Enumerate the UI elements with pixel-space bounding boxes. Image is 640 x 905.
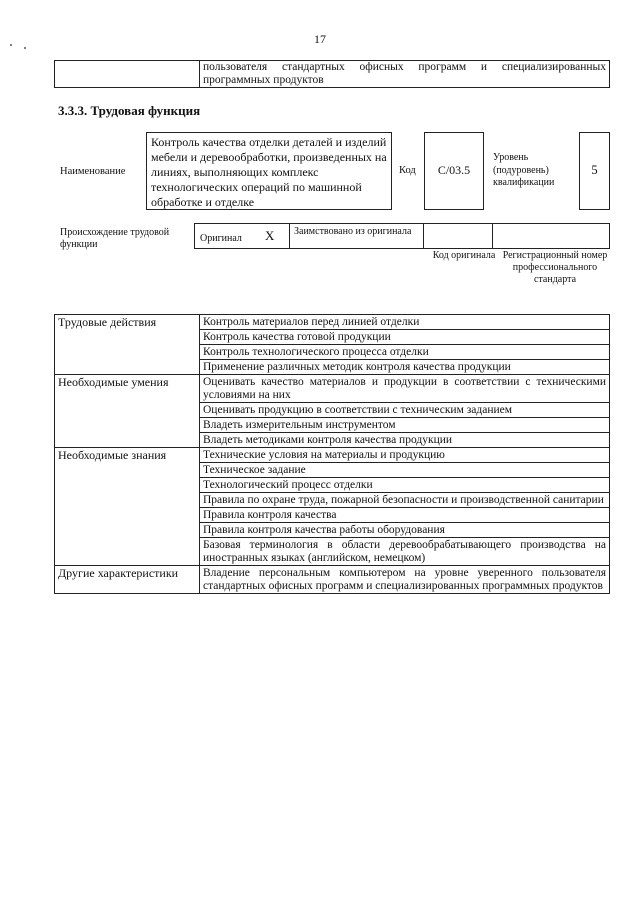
origin-label: Происхождение трудовой функции: [60, 227, 170, 250]
level-label: Уровень (подуровень) квалификации: [493, 152, 555, 188]
original-code-cell: [424, 224, 493, 249]
labor-action-item: Контроль технологического процесса отделки: [200, 345, 610, 360]
skill-item: Оценивать продукцию в соответствии с техническим заданием: [200, 403, 610, 418]
function-code-box: С/03.5: [424, 132, 484, 210]
skills-label: Необходимые умения: [55, 375, 200, 448]
original-mark: X: [265, 228, 275, 243]
function-details-table: [54, 314, 610, 594]
table-row: [55, 566, 610, 594]
registration-number-cell: [493, 224, 610, 249]
name-label: Наименование: [60, 166, 126, 177]
knowledge-item: Правила по охране труда, пожарной безопасности и производственной санитарии: [200, 493, 610, 508]
registration-number-caption: Регистрационный номер профессионального стандарта: [502, 250, 608, 285]
origin-table: [194, 223, 610, 249]
qualification-level-box: 5: [579, 132, 610, 210]
skill-item: Владеть методиками контроля качества продукции: [200, 433, 610, 448]
labor-action-item: Контроль материалов перед линией отделки: [200, 315, 610, 330]
function-name-box: Контроль качества отделки деталей и изделий мебели и деревообработки, произведенных на линиях, выполняющих комплекс технологических операций по машинной обработке и отделке: [146, 132, 392, 210]
knowledge-item: Технические условия на материалы и продукцию: [200, 448, 610, 463]
code-original-caption: Код оригинала: [432, 250, 496, 261]
knowledge-item: Правила контроля качества: [200, 508, 610, 523]
table-row: [55, 375, 610, 403]
knowledge-item: Правила контроля качества работы оборудования: [200, 523, 610, 538]
scan-speck: [10, 44, 12, 46]
other-characteristics-label: Другие характеристики: [55, 566, 200, 594]
knowledge-item: Технологический процесс отделки: [200, 478, 610, 493]
skill-item: Оценивать качество материалов и продукции в соответствии с техническими условиями на них: [200, 375, 610, 403]
skill-item: Владеть измерительным инструментом: [200, 418, 610, 433]
code-label: Код: [399, 165, 416, 176]
table-row: [55, 448, 610, 463]
continued-table: [54, 60, 610, 88]
knowledge-item: Базовая терминология в области деревообрабатывающего производства на иностранных языках (английском, немецком): [200, 538, 610, 566]
borrowed-cell: Заимствовано из оригинала: [290, 224, 424, 249]
table-row: [55, 315, 610, 330]
original-label: Оригинал: [200, 233, 242, 244]
section-title: 3.3.3. Трудовая функция: [58, 103, 201, 118]
scan-speck: [24, 47, 26, 49]
other-characteristic-item: Владение персональным компьютером на уровне уверенного пользователя стандартных офисных программ и специализированных программных продуктов: [200, 566, 610, 594]
labor-action-item: Контроль качества готовой продукции: [200, 330, 610, 345]
labor-actions-label: Трудовые действия: [55, 315, 200, 375]
labor-action-item: Применение различных методик контроля качества продукции: [200, 360, 610, 375]
continued-empty-cell: [55, 61, 200, 88]
knowledge-item: Техническое задание: [200, 463, 610, 478]
page-number: 17: [314, 32, 326, 46]
original-cell: [195, 224, 290, 249]
knowledge-label: Необходимые знания: [55, 448, 200, 566]
continued-text-cell: пользователя стандартных офисных программ и специализированных программных продуктов: [200, 61, 610, 88]
